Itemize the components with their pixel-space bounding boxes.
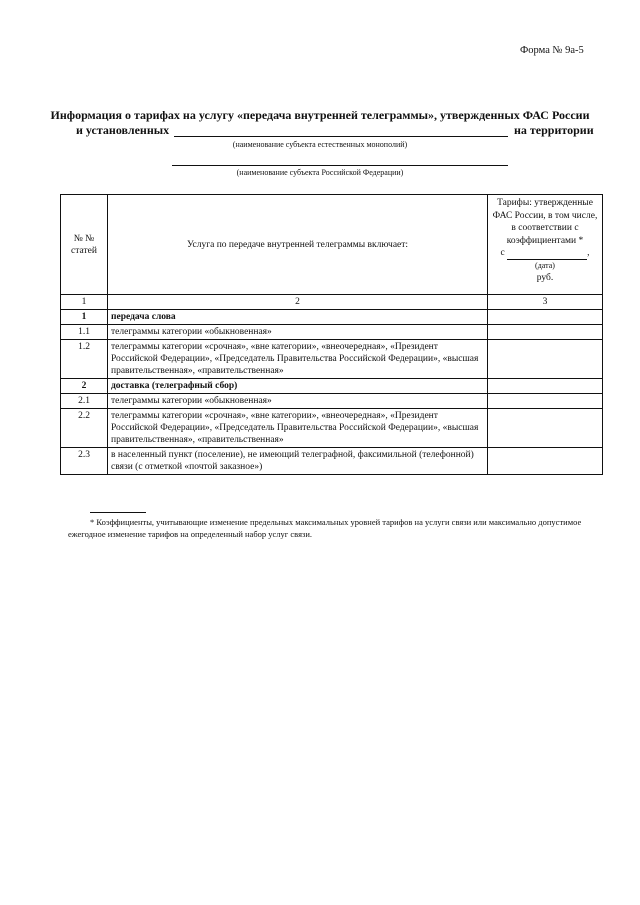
column-number: 1: [61, 295, 108, 310]
form-number: Форма № 9а-5: [520, 45, 584, 56]
monopoly-name-blank: [174, 136, 508, 137]
footnote-separator: [90, 512, 146, 513]
row-service: доставка (телеграфный сбор): [108, 379, 488, 394]
header-tariff-from: с: [500, 248, 505, 258]
header-num: № № статей: [61, 195, 108, 295]
row-service: передача слова: [108, 310, 488, 325]
row-number: 1: [61, 310, 108, 325]
row-service: телеграммы категории «обыкновенная»: [108, 394, 488, 409]
tariff-date-blank: [507, 250, 587, 260]
header-tariff-date: (дата): [535, 260, 555, 270]
title-line2-left: и установленных: [76, 123, 170, 137]
table-row: [61, 394, 603, 409]
column-number-row: [61, 295, 603, 310]
caption-region: (наименование субъекта Российской Федерации): [236, 168, 404, 177]
region-name-blank: [172, 165, 508, 166]
header-tariff-unit: руб.: [536, 273, 554, 283]
row-tariff-cell[interactable]: [488, 394, 603, 409]
table-header-row: [61, 195, 603, 295]
document-title: Информация о тарифах на услугу «передача внутренней телеграммы», утвержденных ФАС России: [50, 108, 590, 122]
row-number: 2: [61, 379, 108, 394]
row-number: 2.3: [61, 448, 108, 475]
title-line2-right: на территории: [514, 123, 594, 137]
row-tariff-cell[interactable]: [488, 448, 603, 475]
row-service: телеграммы категории «срочная», «вне категории», «внеочередная», «Президент Российской Федерации», «Председатель Правительства Российской Федерации», «высшая правительственная», «правительственная»: [108, 340, 488, 379]
footnote: * Коэффициенты, учитывающие изменение предельных максимальных уровней тарифов на услуги связи или максимально допустимое ежегодное изменение тарифов на определенный набор услуг связи.: [68, 517, 582, 539]
table-row: [61, 448, 603, 475]
row-service: в населенный пункт (поселение), не имеющий телеграфной, факсимильной (телефонной) связи (с отметкой «почтой заказное»): [108, 448, 488, 475]
row-number: 1.1: [61, 325, 108, 340]
header-tariff-text: Тарифы: утвержденные ФАС России, в том числе, в соответствии с коэффициентами *: [492, 198, 598, 246]
row-number: 2.1: [61, 394, 108, 409]
table-row: [61, 325, 603, 340]
table-row: [61, 379, 603, 394]
table-row: [61, 409, 603, 448]
title-line-2: [76, 123, 596, 139]
column-number: 3: [488, 295, 603, 310]
row-service: телеграммы категории «срочная», «вне категории», «внеочередная», «Президент Российской Федерации», «Председатель Правительства Российской Федерации», «высшая правительственная», «правительственная»: [108, 409, 488, 448]
row-number: 2.2: [61, 409, 108, 448]
row-tariff-cell[interactable]: [488, 409, 603, 448]
table-row: [61, 340, 603, 379]
row-tariff-cell[interactable]: [488, 325, 603, 340]
header-tariff: Тарифы: утвержденные ФАС России, в том числе, в соответствии с коэффициентами * с , (дата) руб.: [488, 195, 603, 295]
row-tariff-cell[interactable]: [488, 379, 603, 394]
caption-monopoly: (наименование субъекта естественных монополий): [232, 140, 408, 149]
header-service: Услуга по передаче внутренней телеграммы включает:: [108, 195, 488, 295]
row-tariff-cell[interactable]: [488, 340, 603, 379]
row-service: телеграммы категории «обыкновенная»: [108, 325, 488, 340]
tariff-table: [60, 194, 603, 475]
row-tariff-cell[interactable]: [488, 310, 603, 325]
row-number: 1.2: [61, 340, 108, 379]
table-row: [61, 310, 603, 325]
column-number: 2: [108, 295, 488, 310]
